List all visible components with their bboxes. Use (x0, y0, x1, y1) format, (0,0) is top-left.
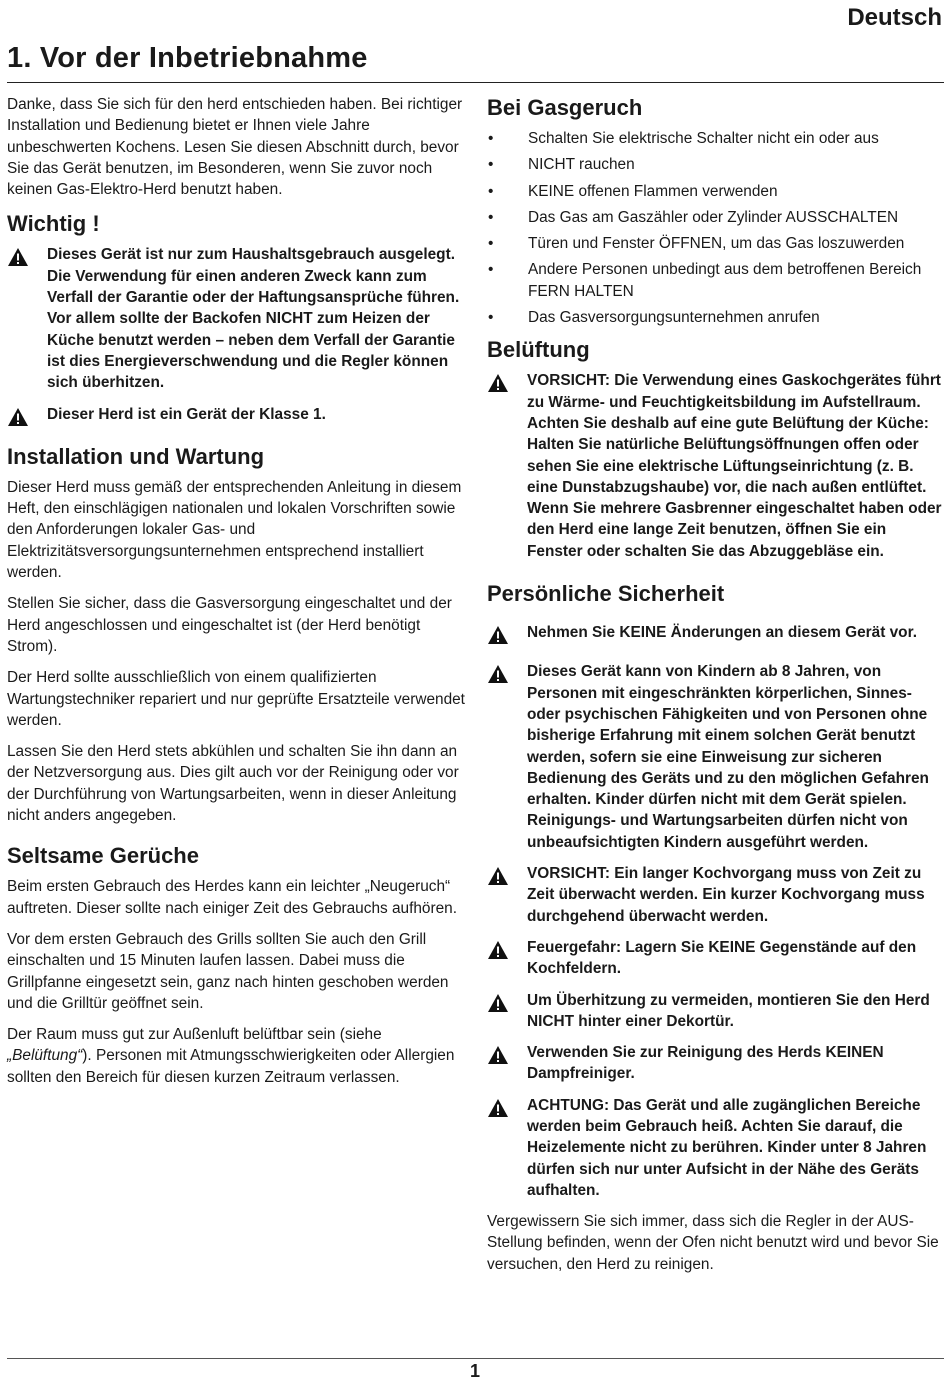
warning-triangle-icon (487, 622, 527, 651)
bullet-dot: • (488, 182, 494, 200)
list-item (487, 233, 945, 254)
warning-text: ACHTUNG: Das Gerät und alle zugänglichen Bereiche werden beim Gebrauch heiß. Achten Sie darauf, die Heizelemente nicht zu berühren. Kinder unter 8 Jahren dürfen sich nur unter Aufsicht in der Nähe des Geräts aufhalten. (527, 1096, 927, 1199)
bullet-dot: • (488, 130, 494, 147)
text-fragment: Der Raum muss gut zur Außenluft belüftbar sein (siehe (7, 1026, 382, 1044)
warning-item (487, 1042, 945, 1085)
warning-text: VORSICHT: Ein langer Kochvorgang muss von Zeit zu Zeit überwacht werden. Ein kurzer Kochvorgang muss durchgehend überwacht werden. (527, 865, 925, 925)
list-item (487, 181, 945, 202)
ventilation-reference: „Belüftung“ (7, 1047, 83, 1065)
warning-triangle-icon (487, 661, 527, 690)
installation-paragraph: Der Herd sollte ausschließlich von einem qualifizierten Wartungstechniker repariert und nur geprüfte Ersatzteile verwendet werden. (7, 669, 465, 729)
important-heading: Wichtig ! (7, 211, 100, 237)
warning-triangle-icon (7, 244, 47, 273)
list-item-text: Türen und Fenster ÖFFNEN, um das Gas loszuwerden (528, 235, 905, 253)
right-column (487, 94, 945, 1285)
warning-triangle-icon (487, 1095, 527, 1124)
warning-triangle-icon (487, 990, 527, 1019)
language-label: Deutsch (847, 4, 942, 31)
installation-paragraph: Dieser Herd muss gemäß der entsprechenden Anleitung in diesem Heft, den einschlägigen nationalen und lokalen Vorschriften sowie den Anforderungen lokaler Gas- und Elektrizitätsversorgungsunternehmen entsprechend installiert werden. (7, 478, 462, 582)
installation-heading: Installation und Wartung (7, 443, 265, 469)
bullet-dot: • (488, 235, 494, 253)
warning-item (7, 404, 465, 433)
warning-text: Dieser Herd ist ein Gerät der Klasse 1. (47, 405, 326, 423)
list-item-text: Schalten Sie elektrische Schalter nicht ein oder aus (528, 130, 879, 147)
warning-text: Nehmen Sie KEINE Änderungen an diesem Gerät vor. (527, 624, 918, 642)
smells-paragraph: Vor dem ersten Gebrauch des Grills sollten Sie auch den Grill einschalten und 15 Minuten laufen lassen. Dabei muss die Grillpfanne eingesetzt sein, ganz nach hinten geschoben werden und die Grilltür geöffnet sein. (7, 930, 449, 1012)
page-number: 1 (469, 1361, 480, 1381)
bullet-dot: • (488, 156, 494, 174)
warning-item (487, 1095, 945, 1201)
warning-text: VORSICHT: Die Verwendung eines Gaskochgerätes führt zu Wärme- und Feuchtigkeitsbildung im Aufstellraum. Achten Sie deshalb auf eine gute Belüftung der Küche: Halten Sie natürliche Belüftungsöffnungen offen oder sehen Sie eine elektrische Lüftungseinrichtung (z. B. eine Dunstabzugshaube) vor, die nach außen entlüftet. Wenn Sie mehrere Gasbrenner eingeschaltet haben oder den Herd eine lange Zeit benutzen, öffnen Sie ein Fenster oder schalten Sie das Abzuggebläse ein. (527, 372, 942, 560)
warning-text: Feuergefahr: Lagern Sie KEINE Gegenstände auf den Kochfeldern. (527, 938, 917, 978)
warning-triangle-icon (7, 404, 47, 433)
list-item (487, 128, 945, 149)
header-rule (7, 82, 944, 83)
smells-heading: Seltsame Gerüche (7, 843, 199, 869)
warning-triangle-icon (487, 370, 527, 399)
list-item (487, 259, 945, 302)
footer-rule (7, 1358, 944, 1359)
warning-item (487, 370, 945, 562)
warning-triangle-icon (487, 937, 527, 966)
installation-paragraph: Stellen Sie sicher, dass die Gasversorgung eingeschaltet und der Herd angeschlossen und eingeschaltet ist (der Herd benötigt Strom). (7, 595, 452, 655)
list-item (487, 207, 945, 228)
gas-smell-heading: Bei Gasgeruch (487, 95, 643, 120)
warning-text: Verwenden Sie zur Reinigung des Herds KEINEN Dampfreiniger. (527, 1044, 884, 1083)
warning-triangle-icon (487, 863, 527, 892)
warning-item (487, 990, 945, 1033)
warning-text: Dieses Gerät ist nur zum Haushaltsgebrauch ausgelegt. Die Verwendung für einen anderen Zweck kann zum Verfall der Garantie oder der Haftungsansprüche führen. Vor allem sollte der Backofen NICHT zum Heizen der Küche benutzt werden – neben dem Verfall der Garantie ist dies Energieverschwendung und die Regler können sich überhitzen. (47, 246, 460, 392)
warning-item (487, 661, 945, 853)
left-column (7, 94, 465, 1098)
list-item-text: Andere Personen unbedingt aus dem betroffenen Bereich FERN HALTEN (528, 261, 922, 300)
list-item-text: NICHT rauchen (528, 156, 635, 174)
section-title: 1. Vor der Inbetriebnahme (7, 42, 368, 74)
list-item-text: Das Gas am Gaszähler oder Zylinder AUSSCHALTEN (528, 208, 899, 226)
bullet-dot: • (488, 261, 494, 279)
bullet-dot: • (488, 208, 494, 226)
intro-paragraph: Danke, dass Sie sich für den herd entschieden haben. Bei richtiger Installation und Bedienung bietet er Ihnen viele Jahre unbeschwerten Kochens. Lesen Sie diesen Abschnitt durch, bevor Sie das Gerät benutzen, im Besonderen, wenn Sie zuvor noch keinen Gas-Elektro-Herd benutzt haben. (7, 96, 463, 199)
warning-text: Um Überhitzung zu vermeiden, montieren Sie den Herd NICHT hinter einer Dekortür. (527, 991, 930, 1030)
warning-text: Dieses Gerät kann von Kindern ab 8 Jahren, von Personen mit eingeschränkten körperlichen, Sinnes- oder psychischen Fähigkeiten und von Personen ohne bisherige Erfahrung mit einem solchen Gerät benutzt werden, sofern sie eine Einweisung zur sicheren Bedienung des Geräts und zu den möglichen Gefahren erhalten. Kinder dürfen nicht mit dem Gerät spielen. Reinigungs- und Wartungsarbeiten dürfen nicht von unbeaufsichtigten Kindern ausgeführt werden. (527, 663, 929, 851)
warning-item (487, 937, 945, 980)
bullet-dot: • (488, 309, 494, 327)
gas-smell-list (487, 128, 945, 328)
warning-triangle-icon (487, 1042, 527, 1071)
text-fragment: ). Personen mit Atmungsschwierigkeiten oder Allergien sollten den Bereich für diesen kurzen Zeitraum verlassen. (7, 1047, 455, 1086)
list-item (487, 307, 945, 328)
smells-paragraph: Beim ersten Gebrauch des Herdes kann ein leichter „Neugeruch“ auftreten. Dieser sollte nach einiger Zeit des Gebrauchs aufhören. (7, 878, 458, 917)
warning-item (487, 863, 945, 927)
safety-heading: Persönliche Sicherheit (487, 581, 725, 607)
smells-paragraph (7, 1024, 465, 1088)
closing-paragraph: Vergewissern Sie sich immer, dass sich die Regler in der AUS-Stellung befinden, wenn der Ofen nicht benutzt wird und bevor Sie versuchen, den Herd zu reinigen. (487, 1213, 939, 1273)
list-item-text: KEINE offenen Flammen verwenden (528, 182, 778, 200)
warning-item (7, 244, 465, 393)
installation-paragraph: Lassen Sie den Herd stets abkühlen und schalten Sie ihn dann an der Netzversorgung aus. Dies gilt auch vor der Reinigung oder vor der Durchführung von Wartungsarbeiten, wenn in dieser Anleitung nicht anders angegeben. (7, 743, 459, 825)
list-item-text: Das Gasversorgungsunternehmen anrufen (528, 309, 820, 327)
warning-item (487, 622, 945, 651)
ventilation-heading: Belüftung (487, 337, 590, 363)
list-item (487, 154, 945, 175)
